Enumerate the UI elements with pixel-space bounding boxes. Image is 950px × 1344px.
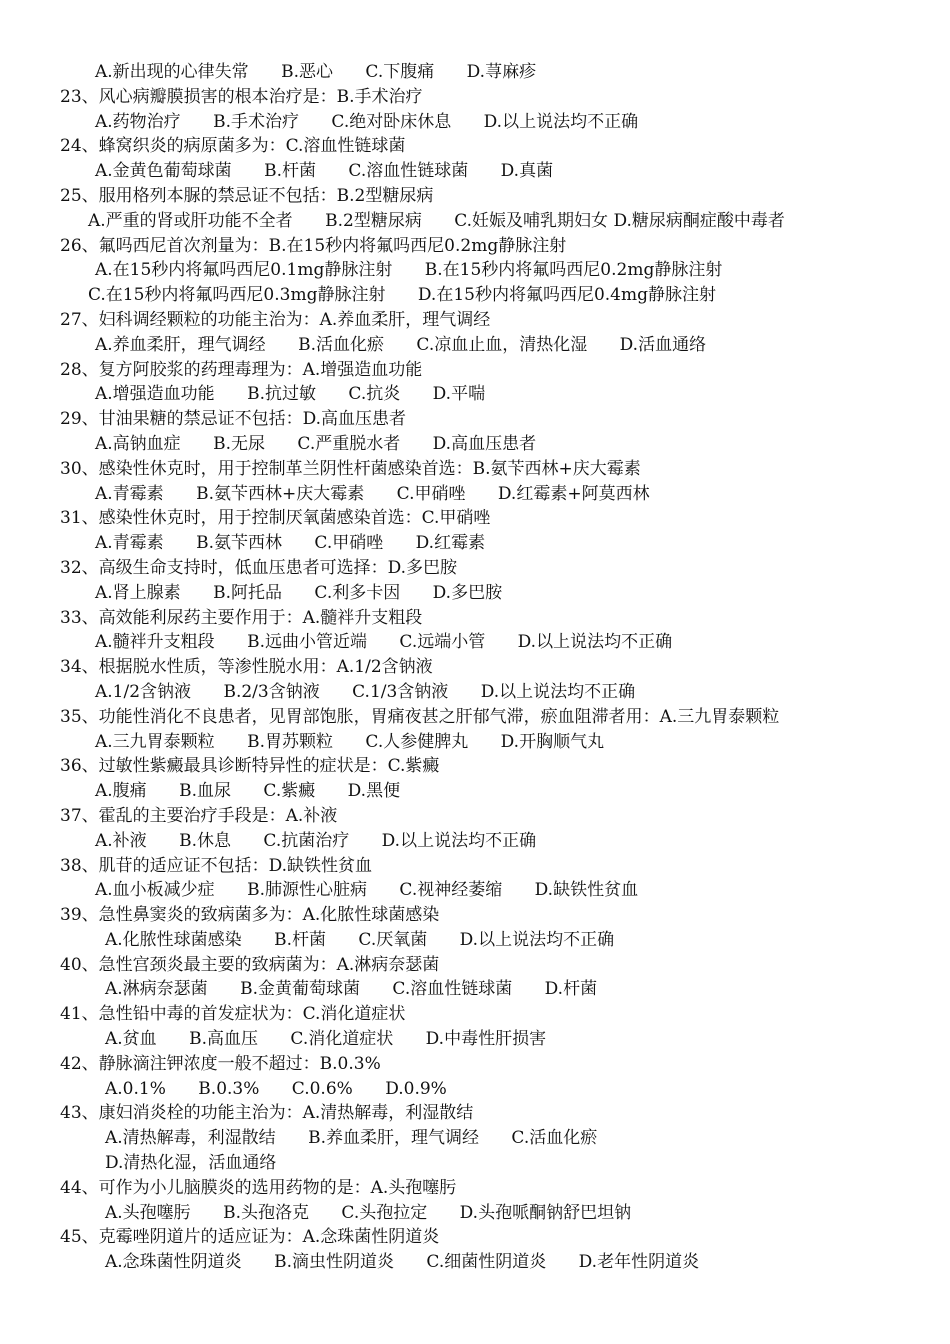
question-line: 29、甘油果糖的禁忌证不包括：D.高血压患者 [60,409,407,430]
question-line: 31、感染性休克时，用于控制厌氧菌感染首选：C.甲硝唑 [60,508,491,529]
question-line: 30、感染性休克时，用于控制革兰阴性杆菌感染首选：B.氨苄西林+庆大霉素 [60,458,641,479]
question-line: 25、服用格列本脲的禁忌证不包括：B.2型糖尿病 [60,185,434,206]
options-line: A.头孢噻肟 B.头孢洛克 C.头孢拉定 D.头孢哌酮钠舒巴坦钠 [105,1202,632,1223]
options-line: A.髓袢升支粗段 B.远曲小管近端 C.远端小管 D.以上说法均不正确 [95,632,673,653]
options-line: A.三九胃泰颗粒 B.胃苏颗粒 C.人参健脾丸 D.开胸顺气丸 [95,731,605,752]
question-line: 44、可作为小儿脑膜炎的选用药物的是：A.头孢噻肟 [60,1177,457,1198]
options-line: C.在15秒内将氟吗西尼0.3mg静脉注射 D.在15秒内将氟吗西尼0.4mg静脉注射 [88,285,716,306]
options-line: A.补液 B.休息 C.抗菌治疗 D.以上说法均不正确 [95,830,537,851]
question-line: 37、霍乱的主要治疗手段是：A.补液 [60,805,338,826]
options-line: A.贫血 B.高血压 C.消化道症状 D.中毒性肝损害 [105,1029,547,1050]
options-line: A.念珠菌性阴道炎 B.滴虫性阴道炎 C.细菌性阴道炎 D.老年性阴道炎 [105,1252,700,1273]
options-line: A.增强造血功能 B.抗过敏 C.抗炎 D.平喘 [95,384,486,405]
question-line: 41、急性铅中毒的首发症状为：C.消化道症状 [60,1004,406,1025]
options-line: A.肾上腺素 B.阿托品 C.利多卡因 D.多巴胺 [95,582,503,603]
options-line: A.青霉素 B.氨苄西林 C.甲硝唑 D.红霉素 [95,533,486,554]
question-line: 27、妇科调经颗粒的功能主治为：A.养血柔肝，理气调经 [60,309,491,330]
question-line: 38、肌苷的适应证不包括：D.缺铁性贫血 [60,855,373,876]
question-line: 32、高级生命支持时，低血压患者可选择：D.多巴胺 [60,557,458,578]
options-line: A.金黄色葡萄球菌 B.杆菌 C.溶血性链球菌 D.真菌 [95,161,554,182]
question-line: 36、过敏性紫癜最具诊断特异性的症状是：C.紫癜 [60,756,440,777]
options-line: A.腹痛 B.血尿 C.紫癜 D.黑便 [95,781,401,802]
question-line: 45、克霉唑阴道片的适应证为：A.念珠菌性阴道炎 [60,1227,440,1248]
options-line: A.药物治疗 B.手术治疗 C.绝对卧床休息 D.以上说法均不正确 [95,111,639,132]
question-line: 33、高效能利尿药主要作用于：A.髓袢升支粗段 [60,607,423,628]
question-line: 23、风心病瓣膜损害的根本治疗是：B.手术治疗 [60,86,423,107]
options-line: A.淋病奈瑟菌 B.金黄葡萄球菌 C.溶血性链球菌 D.杆菌 [105,979,598,1000]
options-line: A.0.1% B.0.3% C.0.6% D.0.9% [105,1078,447,1099]
options-line: A.高钠血症 B.无尿 C.严重脱水者 D.高血压患者 [95,433,537,454]
options-line: A.养血柔肝，理气调经 B.活血化瘀 C.凉血止血，清热化湿 D.活血通络 [95,334,707,355]
question-line: 28、复方阿胶浆的药理毒理为：A.增强造血功能 [60,359,423,380]
options-line: A.血小板减少症 B.肺源性心脏病 C.视神经萎缩 D.缺铁性贫血 [95,880,639,901]
options-line: A.新出现的心律失常 B.恶心 C.下腹痛 D.荨麻疹 [95,62,537,82]
question-line: 39、急性鼻窦炎的致病菌多为：A.化脓性球菌感染 [60,905,440,926]
options-line: A.清热解毒，利湿散结 B.养血柔肝，理气调经 C.活血化瘀 [105,1128,598,1149]
question-line: 43、康妇消炎栓的功能主治为：A.清热解毒，利湿散结 [60,1103,474,1124]
question-line: 35、功能性消化不良患者，见胃部饱胀，胃痛夜甚之肝郁气滞，瘀血阻滞者用：A.三九胃泰颗粒 [60,706,780,727]
question-line: 42、静脉滴注钾浓度一般不超过：B.0.3% [60,1053,381,1074]
options-line: D.清热化湿，活血通络 [105,1153,277,1174]
question-line: 24、蜂窝织炎的病原菌多为：C.溶血性链球菌 [60,136,406,157]
question-line: 34、根据脱水性质，等渗性脱水用：A.1/2含钠液 [60,657,433,678]
options-line: A.化脓性球菌感染 B.杆菌 C.厌氧菌 D.以上说法均不正确 [105,929,615,950]
options-line: A.青霉素 B.氨苄西林+庆大霉素 C.甲硝唑 D.红霉素+阿莫西林 [95,483,650,504]
options-line: A.在15秒内将氟吗西尼0.1mg静脉注射 B.在15秒内将氟吗西尼0.2mg静脉注射 [95,260,723,281]
question-line: 26、氟吗西尼首次剂量为：B.在15秒内将氟吗西尼0.2mg静脉注射 [60,235,567,256]
options-line: A.严重的肾或肝功能不全者 B.2型糖尿病 C.妊娠及哺乳期妇女 D.糖尿病酮症酸中毒者 [88,210,785,231]
question-line: 40、急性宫颈炎最主要的致病菌为：A.淋病奈瑟菌 [60,954,440,975]
options-line: A.1/2含钠液 B.2/3含钠液 C.1/3含钠液 D.以上说法均不正确 [95,681,636,702]
